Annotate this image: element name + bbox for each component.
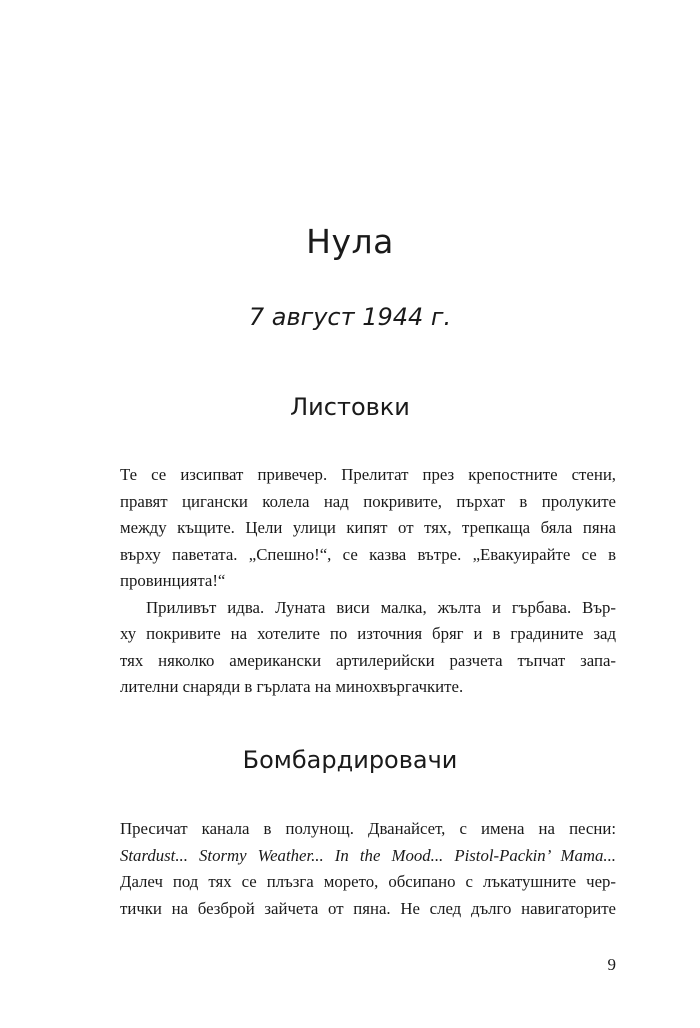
text-line: Те се изсипват привечер. Прелитат през крепостните стени, xyxy=(120,465,616,484)
text-line: ху покривите на хотелите по източния бряг и в градините зад xyxy=(120,624,616,643)
text-line-italic: Stardust... Stormy Weather... In the Mood... Pistol-Packin’ Mama... xyxy=(120,845,616,865)
text-line: лителни снаряди в гърлата на минохвъргачките. xyxy=(120,677,464,696)
text-line: Пресичат канала в полунощ. Дванайсет, с имена на песни: xyxy=(120,819,616,838)
chapter-title: Нула xyxy=(306,222,394,261)
section-heading-bombers: Бомбардировачи xyxy=(242,746,458,774)
section-body-bombers xyxy=(120,816,616,922)
text-line: тях няколко американски артилерийски разчета тъпчат запа- xyxy=(120,650,616,670)
chapter-date: 7 август 1944 г. xyxy=(248,303,452,331)
text-line: Приливът идва. Луната виси малка, жълта и гърбава. Вър- xyxy=(146,597,616,617)
section-heading-leaflets: Листовки xyxy=(290,393,410,421)
text-line: между къщите. Цели улици кипят от тях, трепкаща бяла пяна xyxy=(120,518,616,537)
text-line: Далеч под тях се плъзга морето, обсипано с лъкатушните чер- xyxy=(120,872,616,891)
text-line: правят цигански колела над покривите, пърхат в пролуките xyxy=(120,491,616,511)
section-body-leaflets xyxy=(120,462,616,701)
text-line: върху паветата. „Спешно!“, се казва вътре. „Евакуирайте се в xyxy=(120,544,616,564)
page-number: 9 xyxy=(607,955,616,974)
text-line: тички на безброй зайчета от пяна. Не след дълго навигаторите xyxy=(120,898,616,918)
text-line: провинцията!“ xyxy=(120,571,226,590)
